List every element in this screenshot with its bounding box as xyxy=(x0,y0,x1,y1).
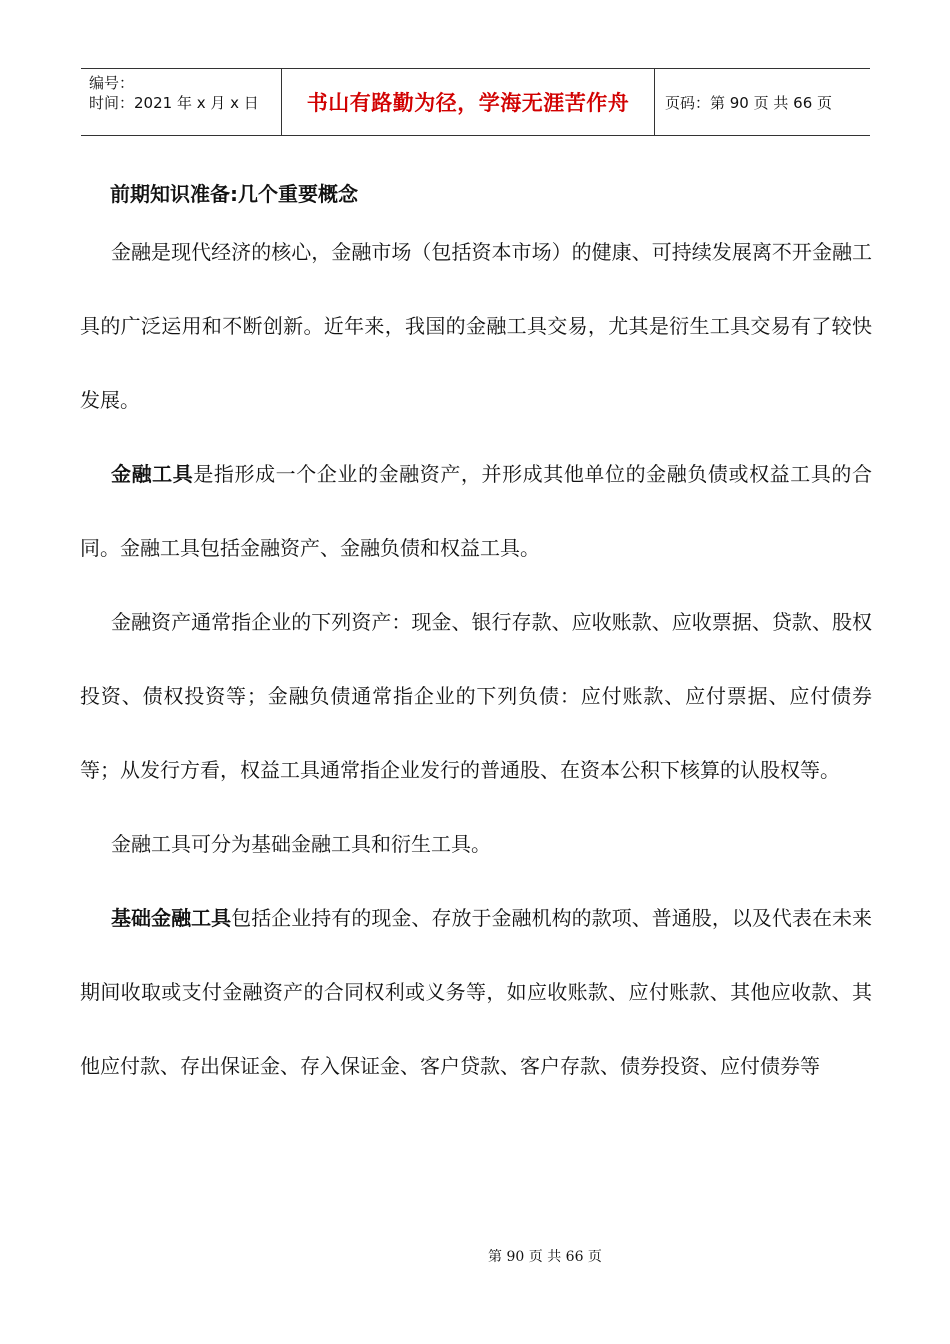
term-financial-instrument: 金融工具 xyxy=(111,462,194,486)
paragraph-assets-liabilities: 金融资产通常指企业的下列资产：现金、银行存款、应收账款、应收票据、贷款、股权投资、债权投资等；金融负债通常指企业的下列负债：应付账款、应付票据、应付债券等；从发行方看，权益工具通常指企业发行的普通股、在资本公积下核算的认股权等。 xyxy=(80,610,872,782)
paragraph-finance-core: 金融是现代经济的核心，金融市场（包括资本市场）的健康、可持续发展离不开金融工具的广泛运用和不断创新。近年来，我国的金融工具交易，尤其是衍生工具交易有了较快发展。 xyxy=(80,240,872,412)
page-label: 页码：第 90 页 共 66 页 xyxy=(665,93,833,112)
time-label: 时间：2021 年 x 月 x 日 xyxy=(89,94,259,112)
header-meta xyxy=(81,69,282,135)
header-motto-cell xyxy=(282,69,655,135)
page-footer: 第 90 页 共 66 页 xyxy=(488,1249,602,1265)
number-label: 编号： xyxy=(89,74,135,92)
motto-text: 书山有路勤为径，学海无涯苦作舟 xyxy=(306,91,630,115)
header-page-cell xyxy=(655,69,870,135)
document-body xyxy=(80,166,872,1103)
term-basic-financial-instrument: 基础金融工具 xyxy=(111,906,232,930)
paragraph-classification: 金融工具可分为基础金融工具和衍生工具。 xyxy=(111,832,491,856)
paragraph-financial-instrument-definition xyxy=(80,437,872,585)
paragraph-basic-instrument xyxy=(80,881,872,1103)
section-heading: 前期知识准备:几个重要概念 xyxy=(110,182,358,206)
document-header xyxy=(81,68,870,136)
basic-instrument-text: 包括企业持有的现金、存放于金融机构的款项、普通股，以及代表在未来期间收取或支付金融资产的合同权利或义务等，如应收账款、应付账款、其他应收款、其他应付款、存出保证金、存入保证金、客户贷款、客户存款、债券投资、应付债券等 xyxy=(80,906,873,1078)
definition-text: 是指形成一个企业的金融资产，并形成其他单位的金融负债或权益工具的合同。金融工具包括金融资产、金融负债和权益工具。 xyxy=(80,462,873,560)
